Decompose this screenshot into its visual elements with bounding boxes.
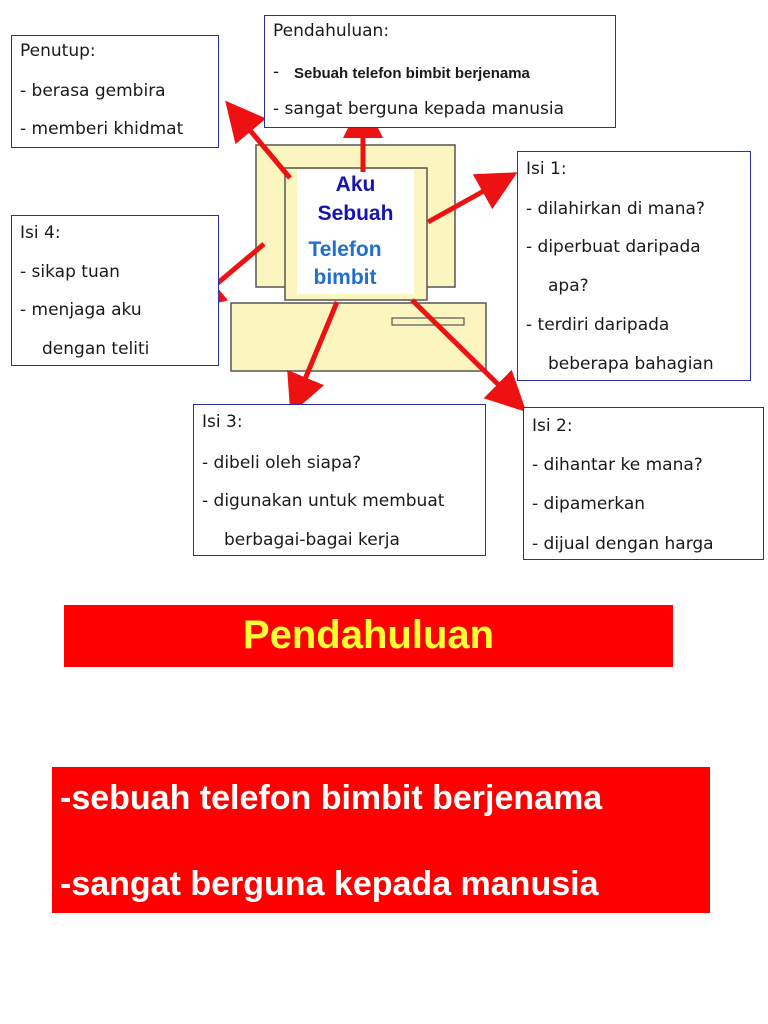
- box-line: apa?: [548, 276, 589, 296]
- pendahuluan-box: [264, 15, 616, 128]
- box-line: -: [273, 62, 280, 82]
- box-line: - dihantar ke mana?: [532, 455, 703, 475]
- isi3-box: [193, 404, 486, 556]
- box-heading: Isi 2:: [532, 416, 573, 436]
- box-line: - berasa gembira: [20, 81, 166, 101]
- box-line: - dibeli oleh siapa?: [202, 453, 362, 473]
- box-heading: Pendahuluan:: [273, 21, 390, 41]
- box-line: - dijual dengan harga: [532, 534, 714, 554]
- isi4-box: [11, 215, 219, 366]
- point-line: -sangat berguna kepada manusia: [60, 865, 599, 903]
- box-line: - diperbuat daripada: [526, 237, 701, 257]
- center-title-bimbit: bimbit: [313, 266, 377, 289]
- pendahuluan-banner: [64, 605, 673, 667]
- point-line: -sebuah telefon bimbit berjenama: [60, 779, 603, 817]
- box-line: - dilahirkan di mana?: [526, 199, 705, 219]
- box-line: - sikap tuan: [20, 262, 120, 282]
- isi1-box: [517, 151, 751, 381]
- box-line: - memberi khidmat: [20, 119, 184, 139]
- box-line: dengan teliti: [42, 339, 150, 359]
- box-heading: Isi 1:: [526, 159, 567, 179]
- center-title-aku: Aku: [335, 173, 376, 196]
- isi2-box: [523, 407, 764, 560]
- banner-title: Pendahuluan: [242, 613, 495, 657]
- box-line: - terdiri daripada: [526, 315, 670, 335]
- box-line: Sebuah telefon bimbit berjenama: [294, 65, 530, 82]
- box-heading: Isi 4:: [20, 223, 61, 243]
- box-line: beberapa bahagian: [548, 354, 714, 374]
- center-title-sebuah: Sebuah: [317, 202, 394, 225]
- box-line: - digunakan untuk membuat: [202, 491, 445, 511]
- box-heading: Isi 3:: [202, 412, 243, 432]
- box-line: - dipamerkan: [532, 494, 646, 514]
- center-title-telefon: Telefon: [308, 238, 382, 261]
- points-banner: [52, 767, 710, 913]
- box-line: berbagai-bagai kerja: [224, 530, 400, 550]
- penutup-box: [11, 35, 219, 148]
- box-heading: Penutup:: [20, 41, 96, 61]
- box-line: - sangat berguna kepada manusia: [273, 99, 565, 119]
- box-line: - menjaga aku: [20, 300, 142, 320]
